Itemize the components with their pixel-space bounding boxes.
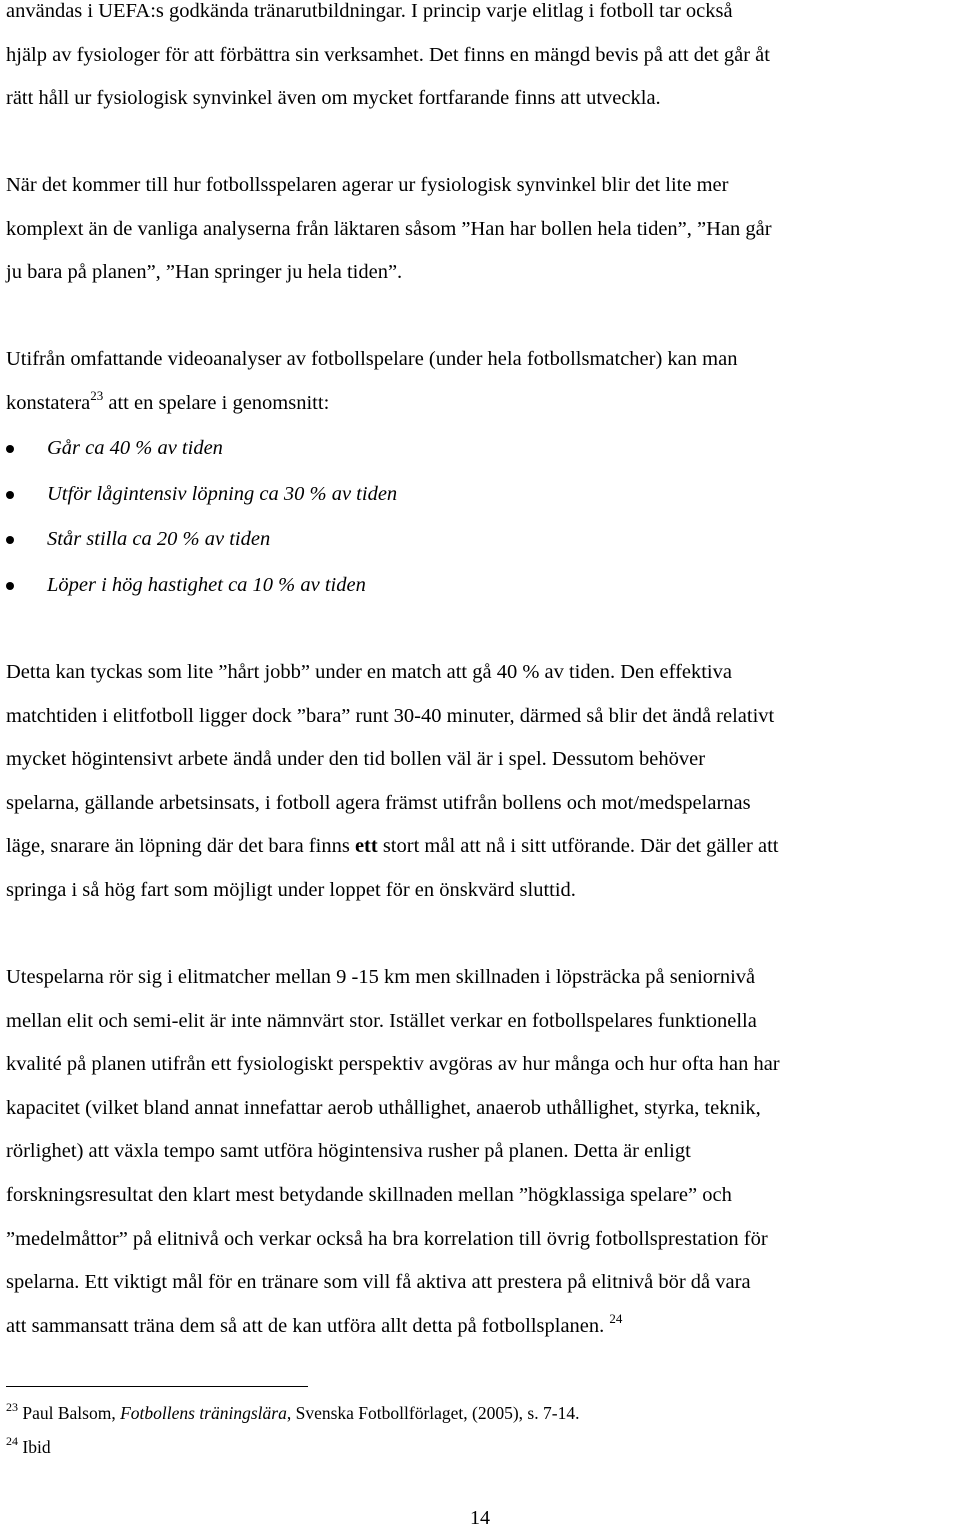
footnote-separator <box>6 1386 308 1387</box>
text-line: komplext än de vanliga analyserna från läktaren såsom ”Han har bollen hela tiden”, ”Han går <box>6 217 772 240</box>
footnote-24 <box>6 1436 51 1458</box>
bullet-list <box>6 426 397 609</box>
text-line: Utifrån omfattande videoanalyser av fotbollspelare (under hela fotbollsmatcher) kan man <box>6 348 738 370</box>
bullet-icon <box>6 491 14 499</box>
footnote-23 <box>6 1402 579 1424</box>
paragraph-utespelarna <box>6 956 956 1348</box>
footnote-reference-23[interactable]: 23 <box>90 387 104 403</box>
footnote-text: Ibid <box>22 1437 51 1457</box>
text-line: hjälp av fysiologer för att förbättra sin verksamhet. Det finns en mängd bevis på att det går åt <box>6 43 770 66</box>
text-line: ju bara på planen”, ”Han springer ju hela tiden”. <box>6 261 403 284</box>
paragraph-videoanalyser <box>6 338 956 425</box>
text-line: rörlighet) att växla tempo samt utföra högintensiva rusher på planen. Detta är enligt <box>6 1140 691 1163</box>
page-number: 14 <box>470 1507 490 1529</box>
bullet-icon <box>6 536 14 544</box>
text-line: Detta kan tyckas som lite ”hårt jobb” under en match att gå 40 % av tiden. Den effektiva <box>6 661 732 683</box>
text-line: kapacitet (vilket bland annat innefattar aerob uthållighet, anaerob uthållighet, styrka, teknik, <box>6 1096 761 1119</box>
text-line: spelarna, gällande arbetsinsats, i fotboll agera främst utifrån bollens och mot/medspelarnas <box>6 791 751 814</box>
text-line: Utespelarna rör sig i elitmatcher mellan 9 -15 km men skillnaden i löpsträcka på seniornivå <box>6 966 756 988</box>
footnote-number: 23 <box>6 1400 18 1414</box>
text-segment: att en spelare i genomsnitt: <box>103 391 330 414</box>
list-item-text: Löper i hög hastighet ca 10 % av tiden <box>47 574 366 597</box>
bullet-icon <box>6 582 14 590</box>
text-line <box>6 1305 956 1349</box>
text-line: kvalité på planen utifrån ett fysiologiskt perspektiv avgöras av hur många och hur ofta han har <box>6 1053 780 1076</box>
footnote-reference-24[interactable]: 24 <box>609 1310 623 1326</box>
list-item <box>6 472 397 518</box>
paragraph-fotbollsspelaren-agerar <box>6 164 956 295</box>
text-segment: stort mål att nå i sitt utförande. Där det gäller att <box>377 835 779 858</box>
text-line: spelarna. Ett viktigt mål för en tränare som vill få aktiva att prestera på elitnivå bör då vara <box>6 1271 751 1294</box>
text-line: matchtiden i elitfotboll ligger dock ”bara” runt 30-40 minuter, därmed så blir det ändå relativt <box>6 704 775 727</box>
text-line: mycket högintensivt arbete ändå under den tid bollen väl är i spel. Dessutom behöver <box>6 748 706 771</box>
footnote-number: 24 <box>6 1434 18 1448</box>
list-item <box>6 517 397 563</box>
text-line: användas i UEFA:s godkända tränarutbildningar. I princip varje elitlag i fotboll tar också <box>6 0 733 22</box>
emphasis-text: ett <box>354 835 378 858</box>
text-line: forskningsresultat den klart mest betydande skillnaden mellan ”högklassiga spelare” och <box>6 1183 732 1206</box>
paragraph-uefa-fysiologer <box>6 0 956 121</box>
text-segment: läge, snarare än löpning där det bara finns <box>6 835 355 858</box>
list-item-text: Står stilla ca 20 % av tiden <box>47 528 271 551</box>
footnote-citation: , Svenska Fotbollförlaget, (2005), s. 7-14. <box>286 1403 580 1423</box>
text-line: rätt håll ur fysiologisk synvinkel även om mycket fortfarande finns att utveckla. <box>6 87 661 110</box>
list-item-text: Går ca 40 % av tiden <box>47 437 223 459</box>
list-item <box>6 563 397 609</box>
text-line: ”medelmåttor” på elitnivå och verkar också ha bra korrelation till övrig fotbollsprestation för <box>6 1227 768 1250</box>
list-item-text: Utför lågintensiv löpning ca 30 % av tiden <box>47 482 398 505</box>
text-line <box>6 825 956 869</box>
text-segment: att sammansatt träna dem så att de kan utföra allt detta på fotbollsplanen. <box>6 1314 605 1337</box>
footnote-book-title: Fotbollens träningslära <box>120 1403 287 1423</box>
text-segment: konstatera <box>6 391 91 414</box>
text-line: När det kommer till hur fotbollsspelaren agerar ur fysiologisk synvinkel blir det lite mer <box>6 174 729 196</box>
bullet-icon <box>6 445 14 453</box>
list-item <box>6 426 397 472</box>
paragraph-hart-jobb <box>6 651 956 913</box>
footnote-author: Paul Balsom, <box>22 1403 121 1423</box>
text-line <box>6 382 956 426</box>
text-line: springa i så hög fart som möjligt under loppet för en önskvärd sluttid. <box>6 878 576 901</box>
text-line: mellan elit och semi-elit är inte nämnvärt stor. Istället verkar en fotbollspelares funktionella <box>6 1009 757 1032</box>
